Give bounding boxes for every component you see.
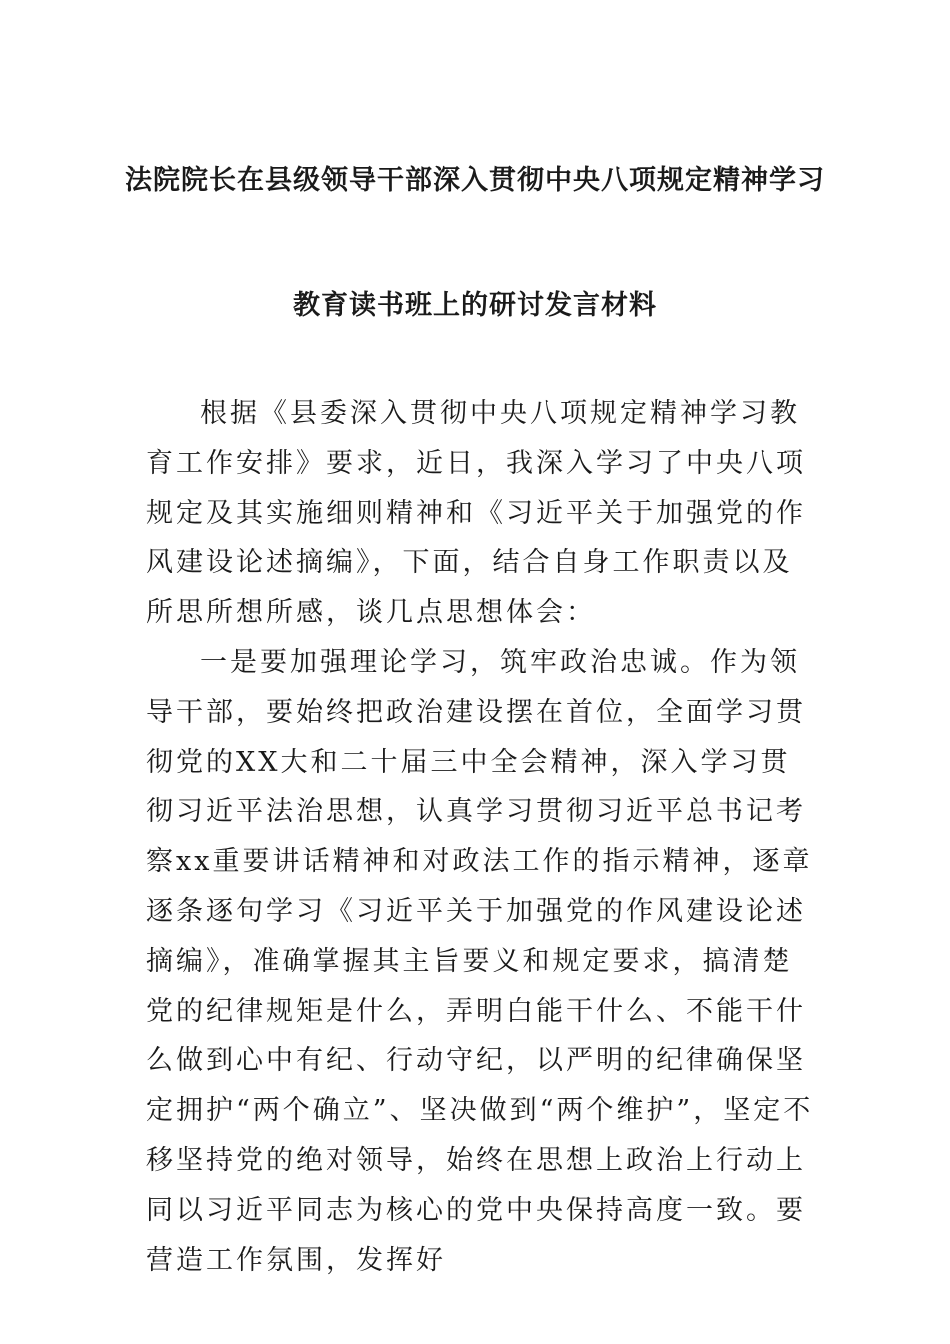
paragraph-point-one: 一是要加强理论学习，筑牢政治忠诚。作为领导干部，要始终把政治建设摆在首位，全面学习贯彻党的XX大和二十届三中全会精神，深入学习贯彻习近平法治思想，认真学习贯彻习近平总书记考察xx重要讲话精神和对政法工作的指示精神，逐章逐条逐句学习《习近平关于加强党的作风建设论述摘编》，准确掌握其主旨要义和规定要求，搞清楚党的纪律规矩是什么，弄明白能干什么、不能干什么做到心中有纪、行动守纪，以严明的纪律确保坚定拥护“两个确立”、坚决做到“两个维护”，坚定不移坚持党的绝对领导，始终在思想上政治上行动上同以习近平同志为核心的党中央保持高度一致。要营造工作氛围，发挥好 <box>146 646 814 1276</box>
document-title-line-2: 教育读书班上的研讨发言材料 <box>293 290 657 321</box>
paragraph-intro: 根据《县委深入贯彻中央八项规定精神学习教育工作安排》要求，近日，我深入学习了中央八项规定及其实施细则精神和《习近平关于加强党的作风建设论述摘编》，下面，结合自身工作职责以及所思所想所感，谈几点思想体会： <box>146 398 806 629</box>
document-title-line-1: 法院院长在县级领导干部深入贯彻中央八项规定精神学习 <box>125 165 825 196</box>
document-body <box>146 389 818 1285</box>
